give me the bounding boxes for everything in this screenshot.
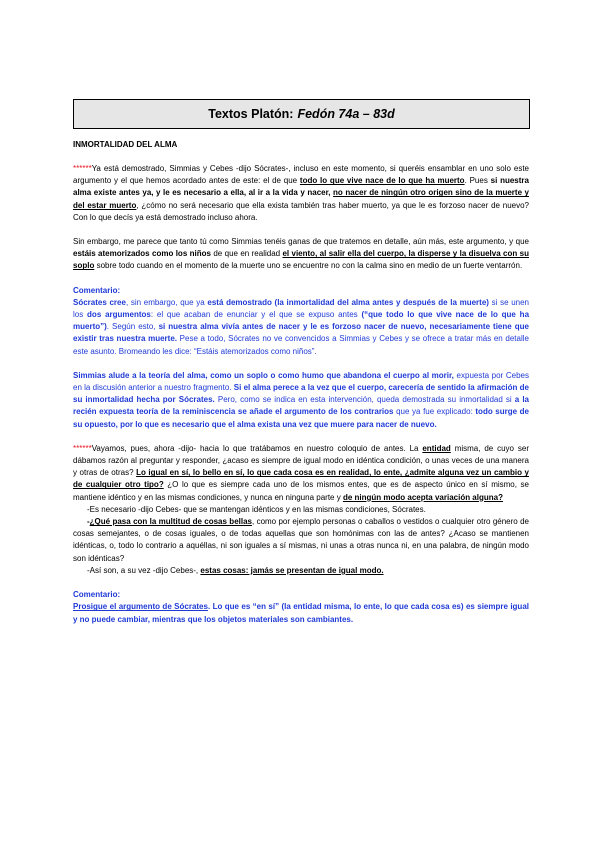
title-work: Fedón 74a – 83d xyxy=(297,107,395,121)
comment-2: Simmias alude a la teoría del alma, como un soplo o como humo que abandona el cuerpo al morir, expuesta por Cebes en la discusión anterior a nuestro fragmento. Si el alma perece a la vez que el cuerpo, carecería de sentido la afirmación de su inmortalidad hecha por Sócrates. Pero, como se indica en esta intervención, queda demostrada su inmortalidad si a la recién expuesta teoría de la reminiscencia se añade el argumento de los contrarios que ya fue explicado: todo surge de su opuesto, por lo que es necesario que el alma exista una vez que muere para nacer de nuevo. xyxy=(73,370,530,429)
asterisk-marker: ****** xyxy=(73,443,92,453)
title-box xyxy=(73,99,530,129)
document-body xyxy=(73,140,529,626)
dialogue-line-2: -¿Qué pasa con la multitud de cosas bellas, como por ejemplo personas o caballos o vestidos o cualquier otro género de cosas semejantes, o de cosas iguales, o de todas aquellas que son homónimas con las de antes? ¿Acaso se mantienen idénticas, o, todo lo contrario a aquéllas, ni son iguales a sí mismas, ni unas a otras nunca ni, en una palabra, de ningún modo son idénticas? xyxy=(73,517,529,563)
comment-title: Comentario: xyxy=(73,285,121,295)
comment-title: Comentario: xyxy=(73,590,121,600)
paragraph-2: Sin embargo, me parece que tanto tú como Simmias tenéis ganas de que tratemos en detalle, aún más, este argumento, y que estáis atemorizados como los niños de que en realidad el viento, al salir ella del cuerpo, la disperse y la disuelva con su soplo sobre todo cuando en el momento de la muerte uno se encuentre no con la calma sino en medio de un fuerte ventarrón. xyxy=(73,237,529,271)
dialogue-line-1: -Es necesario -dijo Cebes- que se mantengan idénticos y en las mismas condiciones, Sócrates. xyxy=(87,504,426,514)
title-main: Textos Platón: xyxy=(208,107,294,121)
comment-1: Comentario: Sócrates cree, sin embargo, que ya está demostrado (la inmortalidad del alma antes y después de la muerte) si se unen los dos argumentos: el que acaban de enunciar y el que se expuso antes (“que todo lo que vive nace de lo que ha muerto”). Según esto, si nuestra alma vivía antes de nacer y le es forzoso nacer de nuevo, necesariamente tiene que existir tras nuestra muerte. Pese a todo, Sócrates no ve convencidos a Simmias y Cebes y se ofrece a tratar más en detalle este asunto. Bromeando les dice: “Estáis atemorizados como niños”. xyxy=(73,285,530,356)
paragraph-1: ******Ya está demostrado, Simmias y Cebes -dijo Sócrates-, incluso en este momento, si queréis ensamblar en uno solo este argumento y el que hemos acordado antes de este: el de que todo lo que vive nace de lo que ha muerto. Pues si nuestra alma existe antes ya, y le es necesario a ella, al ir a la vida y nacer, no nacer de ningún otro origen sino de la muerte y del estar muerto, ¿cómo no será necesario que ella exista también tras haber muerto, ya que le es forzoso nacer de nuevo? Con lo que decís ya está demostrado incluso ahora. xyxy=(73,164,529,222)
comment-3: Comentario: Prosigue el argumento de Sócrates. Lo que es “en sí” (la entidad misma, lo ente, lo que cada cosa es) es siempre igual y no puede cambiar, mientras que los objetos materiales son cambiantes. xyxy=(73,590,529,624)
section-heading: INMORTALIDAD DEL ALMA xyxy=(73,140,178,149)
dialogue-line-3: -Así son, a su vez -dijo Cebes-, estas cosas: jamás se presentan de igual modo. xyxy=(87,565,384,575)
asterisk-marker: ****** xyxy=(73,164,92,173)
paragraph-3: ******Vayamos, pues, ahora -dijo- hacia lo que tratábamos en nuestro coloquio de antes. La entidad misma, de cuyo ser dábamos razón al preguntar y responder, ¿acaso es siempre de igual modo en idéntica condición, o unas veces de una manera y otras de otras? Lo igual en sí, lo bello en sí, lo que cada cosa es en realidad, lo ente, ¿admite alguna vez un cambio y de cualquier otro tipo? ¿O lo que es siempre cada uno de los mismos entes, que es de aspecto único en sí mismo, se mantiene idéntico y en las mismas condiciones, y nunca en ninguna parte y de ningún modo acepta variación alguna? xyxy=(73,443,529,502)
